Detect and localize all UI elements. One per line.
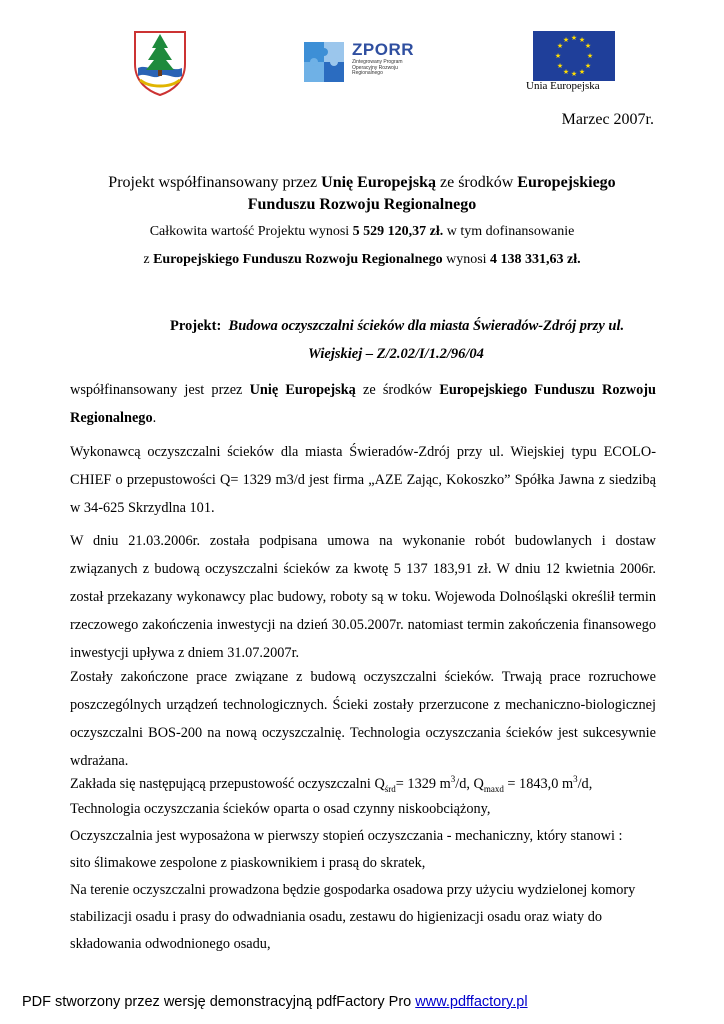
document-date: Marzec 2007r.: [561, 111, 654, 128]
project-value-line: Całkowita wartość Projektu wynosi 5 529 120,37 zł. w tym dofinansowanie: [149, 224, 575, 239]
paragraph-contract: W dniu 21.03.2006r. została podpisana umowa na wykonanie robót budowlanych i dostaw związanych z budową oczyszczalni ścieków za kwotę 5 137 183,91 zł. W dniu 12 kwietnia 2006r. został przekazany wykonawcy plac budowy, roboty są w toku. Wojewoda Dolnośląski określił termin rzeczowego zakończenia inwestycji na dzień 30.05.2007r. natomiast termin zakończenia finansowego inwestycji upływa z dniem 31.07.2007r.: [70, 533, 656, 661]
zporr-subtitle: Zintegrowany Program Operacyjny Rozwoju Regionalnego: [352, 59, 403, 76]
funding-value-line: z Europejskiego Funduszu Rozwoju Regionalnego wynosi 4 138 331,63 zł.: [143, 252, 581, 267]
svg-text:★: ★: [554, 52, 562, 60]
eu-flag-logo: [533, 31, 615, 81]
technology-list: [70, 796, 670, 958]
paragraph-progress: Zostały zakończone prace związane z budową oczyszczalni ścieków. Trwają prace rozruchowe poszczególnych urządzeń technologicznych. Ścieki zostały przerzucone z mechaniczno-biologicznej oczyszczalni BOS-200 na nową oczyszczalnię. Technologia oczyszczania ścieków jest sukcesywnie wdrażana.: [70, 669, 656, 769]
paragraph-cofinancing: współfinansowany jest przez Unię Europejską ze środków Europejskiego Funduszu Rozwoju Regionalnego.: [70, 382, 656, 426]
zporr-name: ZPORR: [352, 40, 414, 59]
text-line: Na terenie oczyszczalni prowadzona będzie gospodarka osadowa przy użyciu wydzielonej komory: [70, 882, 636, 898]
eu-caption: Unia Europejska: [526, 80, 600, 92]
flow-capacity-line: Zakłada się następującą przepustowość oczyszczalni $Q_{śrd}= 1329$ $m^3/d$, $Q_{maxd} = 1843,0$ $m^3/d$,: [70, 774, 593, 794]
text-line: Oczyszczalnia jest wyposażona w pierwszy stopień oczyszczania - mechaniczny, który stanowi :: [70, 828, 623, 844]
text-line: składowania odwodnionego osadu,: [70, 936, 271, 952]
svg-text:★: ★: [570, 70, 578, 78]
intro-heading: Projekt współfinansowany przez Unię Europejską ze środków Europejskiego Funduszu Rozwoju Regionalnego: [108, 174, 616, 213]
svg-text:★: ★: [562, 68, 570, 76]
svg-text:★: ★: [556, 42, 564, 50]
svg-text:★: ★: [586, 52, 594, 60]
pdffactory-link[interactable]: www.pdffactory.pl: [415, 994, 528, 1010]
svg-text:★: ★: [584, 62, 592, 70]
svg-text:★: ★: [570, 34, 578, 42]
text-line: Technologia oczyszczania ścieków oparta o osad czynny niskoobciążony,: [70, 801, 491, 817]
project-title-line1: Projekt: Budowa oczyszczalni ścieków dla miasta Świeradów-Zdrój przy ul.: [170, 318, 625, 334]
svg-text:★: ★: [578, 68, 586, 76]
svg-text:★: ★: [556, 62, 564, 70]
svg-text:★: ★: [578, 36, 586, 44]
puzzle-icon: [302, 38, 348, 86]
project-title-line2: Wiejskiej – Z/2.02/I/1.2/96/04: [308, 346, 484, 362]
text-line: stabilizacji osadu i prasy do odwadniania osadu, zestawu do higienizacji osadu oraz wiaty do: [70, 909, 603, 925]
svg-text:★: ★: [584, 42, 592, 50]
text-line: sito ślimakowe zespolone z piaskownikiem i prasą do skratek,: [70, 855, 426, 871]
zporr-logo: [302, 38, 422, 88]
pdf-footer: PDF stworzony przez wersję demonstracyjną pdfFactory Pro www.pdffactory.pl: [22, 994, 528, 1010]
svg-text:★: ★: [562, 36, 570, 44]
town-crest-logo: [132, 28, 188, 96]
paragraph-contractor: Wykonawcą oczyszczalni ścieków dla miasta Świeradów-Zdrój przy ul. Wiejskiej typu ECOLO-CHIEF o przepustowości Q= 1329 m3/d jest firma „AZE Zając, Kokoszko” Spółka Jawna z siedzibą w 34-625 Skrzydlna 101.: [70, 444, 656, 516]
